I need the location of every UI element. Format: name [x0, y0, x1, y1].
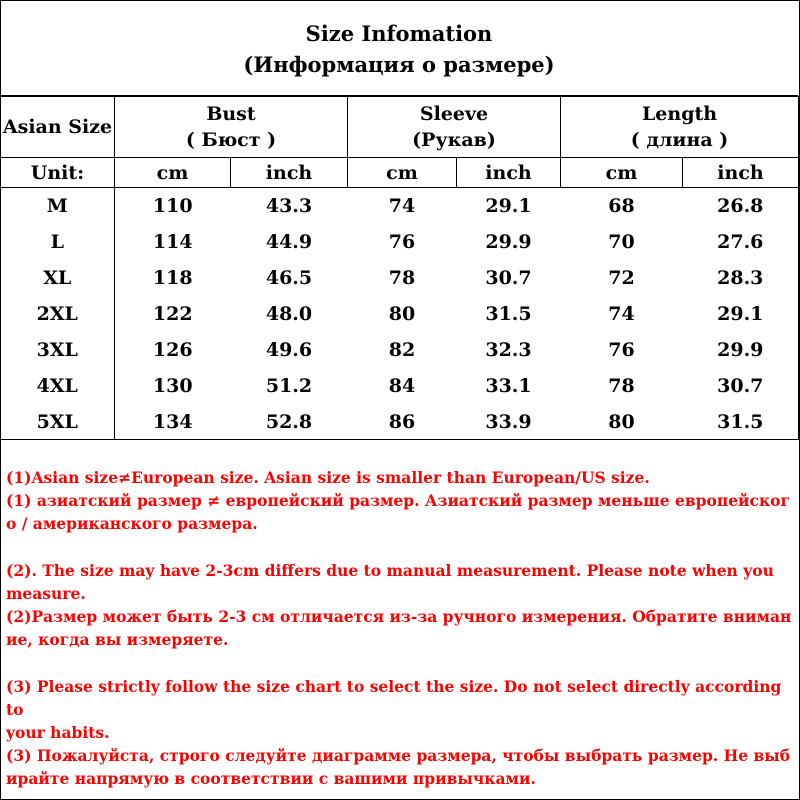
notes-section — [6, 466, 794, 790]
length-header — [561, 97, 799, 158]
table-row — [1, 332, 799, 368]
sleeve-cm-cell: 78 — [388, 267, 416, 289]
sleeve-inch-cell: 32.3 — [485, 339, 532, 361]
sleeve-inch-cell: 29.1 — [485, 195, 532, 217]
sleeve-inch-cell: 29.9 — [485, 231, 532, 253]
size-cell: 5XL — [1, 404, 115, 440]
sleeve-label-ru: (Рукав) — [412, 129, 496, 151]
length-inch-cell: 28.3 — [683, 260, 799, 296]
sleeve-label: Sleeve — [419, 103, 489, 125]
title-line-russian: (Информация о размере) — [243, 52, 555, 77]
table-row — [1, 188, 799, 225]
note-3-english: (3) Please strictly follow the size chart to select the size. Do not select directly according to your habits. — [6, 677, 782, 742]
note-2-english: (2). The size may have 2-3cm differs due to manual measurement. Please note when you measure. — [6, 561, 774, 603]
sleeve-header — [348, 97, 561, 158]
length-inch-cell: 29.9 — [683, 332, 799, 368]
note-3-russian: (3) Пожалуйста, строго следуйте диаграмме размера, чтобы выбрать размер. Не выб ирайте напрямую в соответствии с вашими привычками. — [6, 746, 791, 788]
sleeve-inch-cell: 33.1 — [485, 375, 532, 397]
sleeve-cm-cell: 80 — [388, 303, 416, 325]
size-cell: 4XL — [1, 368, 115, 404]
sleeve-inch-cell: 30.7 — [485, 267, 532, 289]
length-inch-cell: 27.6 — [683, 224, 799, 260]
bust-cm-cell: 114 — [152, 231, 193, 253]
table-row — [1, 260, 799, 296]
bust-cm-cell: 122 — [152, 303, 193, 325]
bust-inch-cell: 44.9 — [265, 231, 313, 253]
unit-cell: inch — [231, 158, 348, 188]
bust-inch-cell: 48.0 — [265, 303, 313, 325]
unit-cell: inch — [457, 158, 561, 188]
bust-inch-cell: 43.3 — [265, 195, 313, 217]
unit-cell: cm — [561, 158, 683, 188]
bust-header — [115, 97, 348, 158]
sleeve-cm-cell: 86 — [388, 411, 416, 433]
length-inch-cell: 30.7 — [683, 368, 799, 404]
unit-label: Unit: — [1, 158, 115, 188]
sleeve-cm-cell: 84 — [388, 375, 416, 397]
length-label-ru: ( длина ) — [630, 129, 729, 151]
unit-cell: inch — [683, 158, 799, 188]
length-cm-cell: 70 — [608, 231, 635, 253]
length-inch-cell: 29.1 — [683, 296, 799, 332]
title-line-english: Size Infomation — [305, 21, 493, 46]
bust-cm-cell: 118 — [152, 267, 193, 289]
table-row — [1, 224, 799, 260]
bust-inch-cell: 52.8 — [265, 411, 313, 433]
table-row — [1, 296, 799, 332]
length-label: Length — [641, 103, 718, 125]
size-info-title — [0, 0, 798, 96]
bust-cm-cell: 134 — [152, 411, 193, 433]
length-cm-cell: 80 — [608, 411, 635, 433]
bust-inch-cell: 46.5 — [265, 267, 313, 289]
unit-cell: cm — [115, 158, 231, 188]
table-bottom-border — [0, 439, 800, 440]
unit-cell: cm — [348, 158, 457, 188]
bust-label: Bust — [206, 103, 256, 125]
table-row — [1, 368, 799, 404]
length-cm-cell: 72 — [608, 267, 635, 289]
length-cm-cell: 78 — [608, 375, 635, 397]
size-cell: M — [1, 188, 115, 225]
size-cell: 3XL — [1, 332, 115, 368]
sleeve-cm-cell: 76 — [388, 231, 416, 253]
length-inch-cell: 31.5 — [683, 404, 799, 440]
note-1-english: (1)Asian size≠European size. Asian size is smaller than European/US size. — [6, 468, 650, 487]
length-cm-cell: 68 — [608, 195, 635, 217]
bust-inch-cell: 51.2 — [265, 375, 313, 397]
length-cm-cell: 74 — [608, 303, 635, 325]
bust-cm-cell: 126 — [152, 339, 193, 361]
length-cm-cell: 76 — [608, 339, 635, 361]
size-cell: L — [1, 224, 115, 260]
note-2-russian: (2)Размер может быть 2-3 см отличается из-за ручного измерения. Обратите вниман ие, когда вы измеряете. — [6, 607, 792, 649]
sleeve-cm-cell: 74 — [388, 195, 416, 217]
note-1-russian: (1) азиатский размер ≠ европейский размер. Азиатский размер меньше европейског о / американского размера. — [6, 491, 791, 533]
bust-cm-cell: 110 — [152, 195, 193, 217]
asian-size-header: Asian Size — [1, 97, 115, 158]
size-cell: XL — [1, 260, 115, 296]
bust-label-ru: ( Бюст ) — [185, 129, 277, 151]
sleeve-inch-cell: 31.5 — [485, 303, 532, 325]
unit-row — [1, 158, 799, 188]
bust-cm-cell: 130 — [152, 375, 193, 397]
sleeve-cm-cell: 82 — [388, 339, 416, 361]
size-table — [0, 96, 799, 440]
sleeve-inch-cell: 33.9 — [485, 411, 532, 433]
length-inch-cell: 26.8 — [683, 188, 799, 225]
table-header-row — [1, 97, 799, 158]
table-row — [1, 404, 799, 440]
bust-inch-cell: 49.6 — [265, 339, 313, 361]
size-cell: 2XL — [1, 296, 115, 332]
